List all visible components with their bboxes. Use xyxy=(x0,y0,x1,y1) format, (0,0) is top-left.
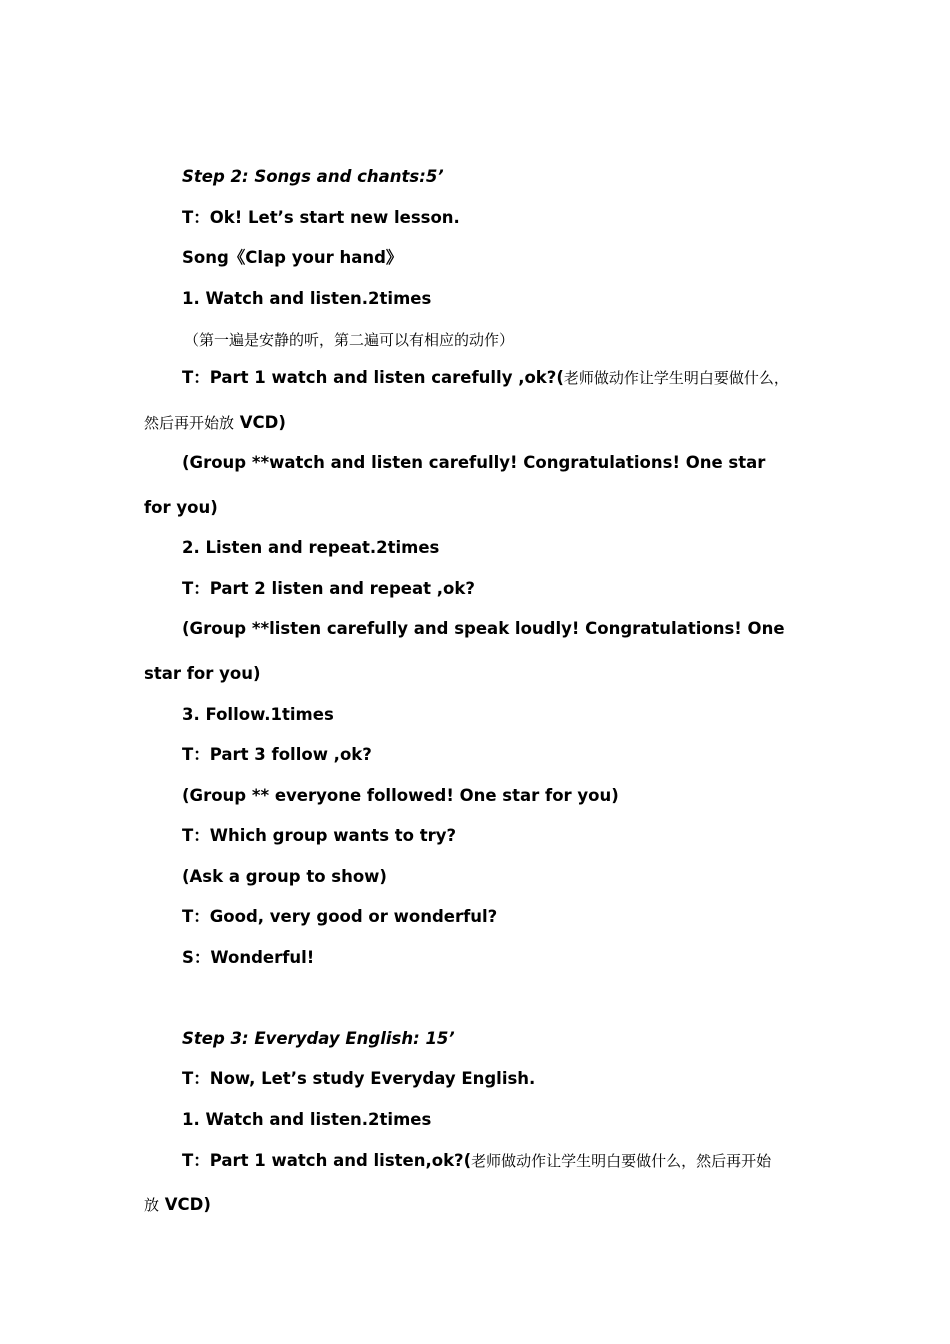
teacher-line-start-lesson: T：Ok! Let’s start new lesson. xyxy=(182,208,460,227)
student-line-wonderful: S：Wonderful! xyxy=(182,948,315,967)
teacher-line-part1-b-cont-en: VCD) xyxy=(159,1195,211,1214)
teacher-line-which-group: T：Which group wants to try? xyxy=(182,826,457,845)
teacher-line-part1-b-cont xyxy=(144,1194,824,1216)
step-item-follow: 3. Follow.1times xyxy=(182,705,334,724)
teacher-line-part1-b-en: T：Part 1 watch and listen,ok?( xyxy=(182,1151,472,1170)
group-speak-praise: (Group **listen carefully and speak loudly! Congratulations! One xyxy=(182,619,785,638)
teacher-line-part1-b-cont-cn: 放 xyxy=(144,1196,160,1214)
step-item-watch-listen-2: 1. Watch and listen.2times xyxy=(182,1110,432,1129)
step2-heading: Step 2: Songs and chants:5’ xyxy=(182,167,444,186)
teacher-line-part1-b xyxy=(182,1150,862,1172)
group-watch-praise-cont: for you) xyxy=(144,498,218,517)
group-speak-praise-cont: star for you) xyxy=(144,664,261,683)
step-item-listen-repeat: 2. Listen and repeat.2times xyxy=(182,538,440,557)
ask-group-show: (Ask a group to show) xyxy=(182,867,387,886)
note-first-second: （第一遍是安静的听，第二遍可以有相应的动作） xyxy=(184,331,515,349)
teacher-line-part1-cont-cn: 然后再开始放 xyxy=(144,414,235,432)
teacher-line-part2: T：Part 2 listen and repeat ,ok? xyxy=(182,579,475,598)
teacher-line-good: T：Good, very good or wonderful? xyxy=(182,907,498,926)
teacher-line-part1-cont xyxy=(144,412,824,434)
teacher-line-part3: T：Part 3 follow ,ok? xyxy=(182,745,372,764)
teacher-line-study-english: T：Now, Let’s study Everyday English. xyxy=(182,1069,536,1088)
group-watch-praise: (Group **watch and listen carefully! Congratulations! One star xyxy=(182,453,766,472)
teacher-line-part1-en: T：Part 1 watch and listen carefully ,ok?( xyxy=(182,368,564,387)
step-item-watch-listen: 1. Watch and listen.2times xyxy=(182,289,432,308)
song-title: Song《Clap your hand》 xyxy=(182,248,403,267)
teacher-line-part1-b-cn: 老师做动作让学生明白要做什么，然后再开始 xyxy=(471,1152,772,1170)
teacher-line-part1 xyxy=(182,367,862,389)
step3-heading: Step 3: Everyday English: 15’ xyxy=(182,1029,455,1048)
teacher-line-part1-cn: 老师做动作让学生明白要做什么， xyxy=(563,369,789,387)
group-followed-praise: (Group ** everyone followed! One star for you) xyxy=(182,786,619,805)
teacher-line-part1-cont-en: VCD) xyxy=(234,413,286,432)
